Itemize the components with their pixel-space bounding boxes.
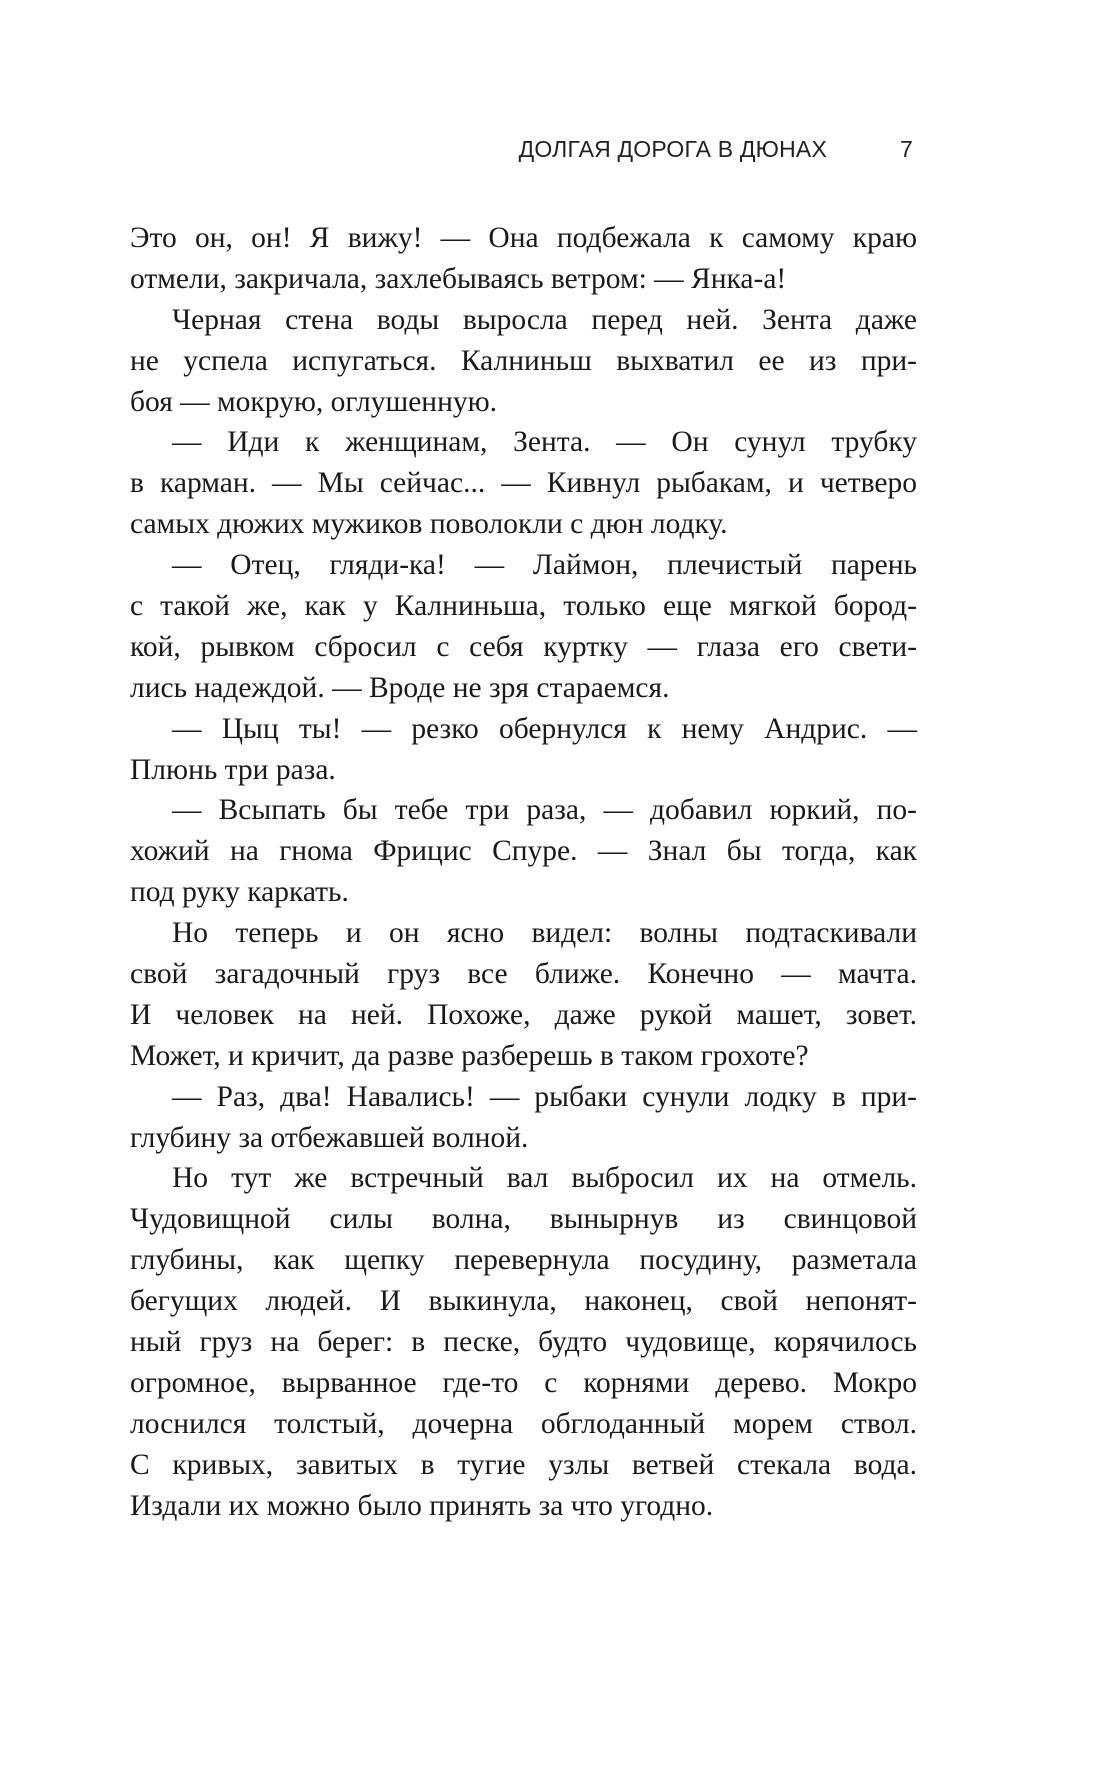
running-header (130, 136, 917, 170)
text-line: Чудовищной силы волна, вынырнув из свинцовой (130, 1203, 917, 1236)
text-line: глубину за отбежавшей волной. (130, 1121, 529, 1154)
text-line: — Цыц ты! — резко обернулся к нему Андрис. — (172, 712, 917, 745)
text-line: лоснился толстый, дочерна обглоданный морем ствол. (130, 1407, 917, 1440)
text-line: Но теперь и он ясно видел: волны подтаскивали (172, 917, 917, 950)
paragraph (130, 545, 917, 709)
text-line: боя — мокрую, оглушенную. (130, 385, 498, 418)
text-line: — Раз, два! Навались! — рыбаки сунули лодку в при- (172, 1080, 917, 1113)
paragraph (130, 1158, 917, 1526)
text-line: самых дюжих мужиков поволокли с дюн лодку. (130, 508, 728, 541)
paragraph (130, 422, 917, 545)
paragraph (130, 1077, 917, 1159)
text-line: Может, и кричит, да разве разберешь в таком грохоте? (130, 1039, 809, 1072)
text-line: Черная стена воды выросла перед ней. Зента даже (172, 303, 917, 336)
text-line: Это он, он! Я вижу! — Она подбежала к самому краю (130, 222, 917, 254)
text-line: кой, рывком сбросил с себя куртку — глаза его свети- (130, 630, 917, 663)
text-line: с такой же, как у Калниньша, только еще мягкой бород- (130, 590, 917, 623)
body-text (130, 218, 917, 1527)
text-line: в карман. — Мы сейчас... — Кивнул рыбакам, и четверо (130, 467, 917, 500)
text-line: не успела испугаться. Калниньш выхватил ее из при- (130, 344, 917, 377)
page-number: 7 (900, 136, 913, 162)
text-line: — Отец, гляди-ка! — Лаймон, плечистый парень (172, 549, 917, 582)
text-line: отмели, закричала, захлебываясь ветром: — Янка-а! (130, 262, 787, 295)
text-line: Издали их можно было принять за что угодно. (130, 1489, 714, 1522)
text-line: глубины, как щепку перевернула посудину, разметала (130, 1244, 917, 1277)
text-line: бегущих людей. И выкинула, наконец, свой непонят- (130, 1285, 917, 1318)
text-line: Плюнь три раза. (130, 753, 336, 786)
paragraph (130, 218, 917, 300)
paragraph (130, 790, 917, 913)
running-title: ДОЛГАЯ ДОРОГА В ДЮНАХ (518, 136, 827, 162)
text-line: Но тут же встречный вал выбросил их на отмель. (172, 1162, 917, 1195)
text-line: под руку каркать. (130, 876, 349, 909)
text-line: И человек на ней. Похоже, даже рукой машет, зовет. (130, 998, 917, 1031)
paragraph (130, 913, 917, 1077)
text-line: — Всыпать бы тебе три раза, — добавил юркий, по- (172, 794, 917, 827)
text-line: свой загадочный груз все ближе. Конечно — мачта. (130, 958, 917, 991)
paragraph (130, 709, 917, 791)
text-line: огромное, вырванное где-то с корнями дерево. Мокро (130, 1366, 917, 1399)
text-line: С кривых, завитых в тугие узлы ветвей стекала вода. (130, 1448, 917, 1481)
text-line: хожий на гнома Фрицис Спуре. — Знал бы тогда, как (130, 835, 917, 868)
paragraph (130, 300, 917, 423)
text-line: ный груз на берег: в песке, будто чудовище, корячилось (130, 1326, 917, 1359)
text-line: лись надеждой. — Вроде не зря стараемся. (130, 671, 670, 704)
text-line: — Иди к женщинам, Зента. — Он сунул трубку (172, 426, 917, 459)
